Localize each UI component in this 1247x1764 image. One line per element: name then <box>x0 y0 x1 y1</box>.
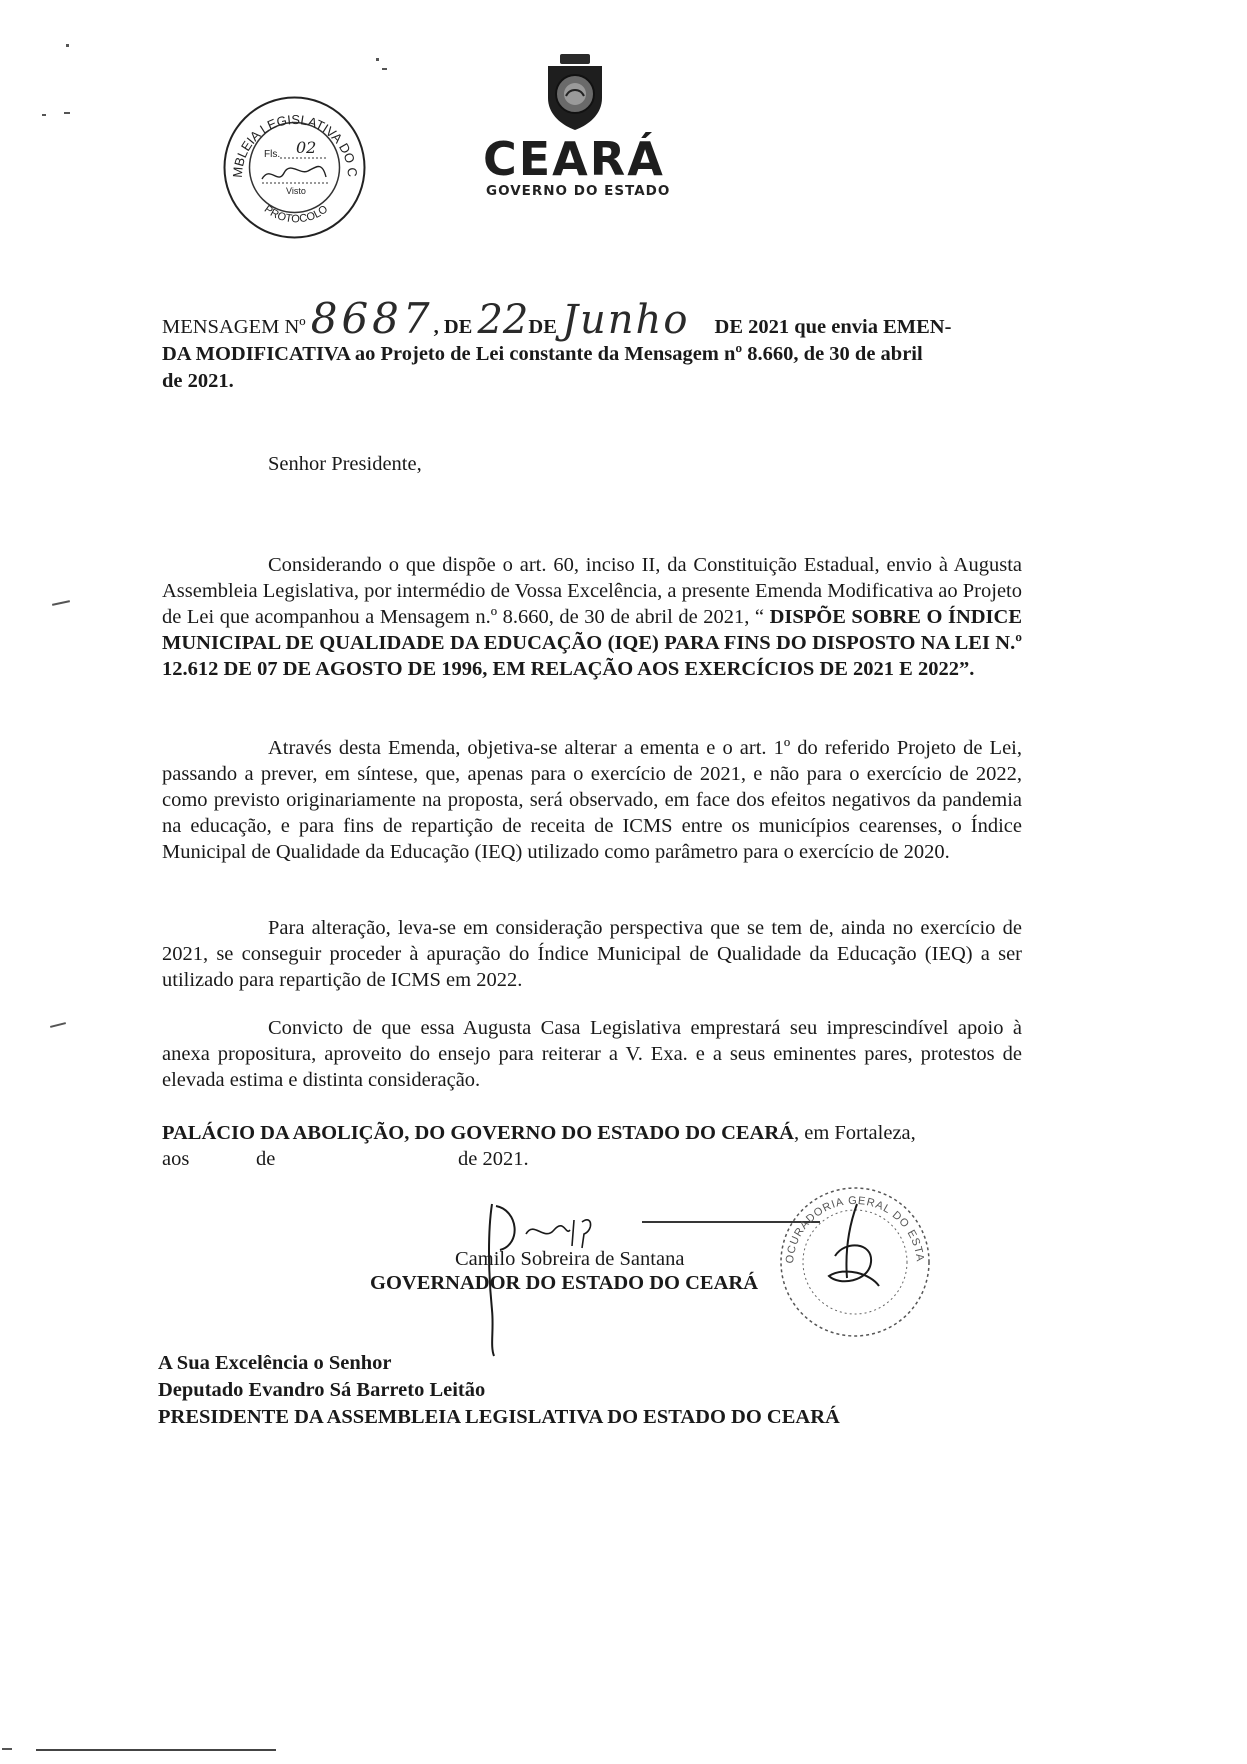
procuradoria-seal <box>775 1182 935 1342</box>
heading-de1: , DE <box>433 316 473 338</box>
heading-day-handwritten: 22 <box>477 297 529 343</box>
stamp-ring-text: MBLEIA LEGISLATIVA DO C <box>229 111 361 179</box>
paragraph-1 <box>162 552 1022 682</box>
paragraph-2: Através desta Emenda, objetiva-se alterar a ementa e o art. 1º do referido Projeto de Lei, passando a prever, em síntese, que, apenas para o exercício de 2021, e não para o exercício de 2022, como previsto originariamente na proposta, será observado, em face dos efeitos negativos da pandemia na educação, e para fins de repartição de receita de ICMS entre os municípios cearenses, o Índice Municipal de Qualidade da Educação (IEQ) utilizado como parâmetro para o exercício de 2020. <box>162 737 1022 863</box>
closing-date-year: de 2021. <box>458 1148 529 1170</box>
procuradoria-seal-graphic <box>775 1182 935 1342</box>
heading-prefix: MENSAGEM Nº <box>162 316 306 338</box>
scan-speck <box>376 58 379 61</box>
coat-of-arms <box>540 52 610 132</box>
stamp-bottom-text: PROTOCOLO <box>261 203 331 226</box>
coat-of-arms-icon <box>540 52 610 132</box>
heading-rest-line1: DE 2021 que envia EMEN- <box>714 316 952 338</box>
stamp-fls-label: Fls. <box>264 149 281 160</box>
recipient-line3: PRESIDENTE DA ASSEMBLEIA LEGISLATIVA DO ESTADO DO CEARÁ <box>158 1406 840 1428</box>
salutation: Senhor Presidente, <box>268 453 422 475</box>
closing-date-aos: aos <box>162 1148 190 1170</box>
scan-bottom-line <box>36 1749 276 1751</box>
stamp-initials-signature <box>262 167 326 180</box>
closing-place-bold: PALÁCIO DA ABOLIÇÃO, DO GOVERNO DO ESTADO DO CEARÁ <box>162 1122 794 1144</box>
heading-month-handwritten: Junho <box>562 297 690 343</box>
recipient-block <box>158 1350 840 1431</box>
paragraph-4: Convicto de que essa Augusta Casa Legislativa emprestará seu imprescindível apoio à anexa propositura, aproveito do ensejo para reiterar a V. Exa. e a seus eminentes pares, protestos de elevada estima e distinta consideração. <box>162 1017 1022 1091</box>
paragraph-1-bold: DISPÕE SOBRE O ÍNDICE MUNICIPAL DE QUALIDADE DA EDUCAÇÃO (IQE) PARA FINS DO DISPOSTO NA LEI N.º 12.612 DE 07 DE AGOSTO DE 1996, EM RELAÇÃO AOS EXERCÍCIOS DE 2021 E 2022”. <box>162 606 1023 680</box>
closing-date-de: de <box>256 1148 276 1170</box>
scan-speck <box>64 112 70 114</box>
scan-speck <box>52 600 70 606</box>
scan-speck <box>66 44 69 47</box>
paragraph-3: Para alteração, leva-se em consideração perspectiva que se tem de, ainda no exercício de 2021, se conseguir proceder à apuração do Índice Municipal de Qualidade da Educação (IEQ) a ser utilizado para repartição de ICMS em 2022. <box>162 917 1022 991</box>
recipient-line1: A Sua Excelência o Senhor <box>158 1352 392 1374</box>
message-heading <box>162 294 1022 395</box>
stamp-fls-value: 02 <box>296 138 317 157</box>
heading-number-handwritten: 8687 <box>310 294 434 343</box>
seal-ring-text: OCURADORIA GERAL DO ESTA <box>783 1194 926 1265</box>
stamp-visto-label: Visto <box>286 186 306 196</box>
letterhead-subtitle: GOVERNO DO ESTADO <box>486 183 671 199</box>
scan-speck <box>42 114 46 116</box>
heading-line3: de 2021. <box>162 370 234 392</box>
heading-line2: DA MODIFICATIVA ao Projeto de Lei constante da Mensagem nº 8.660, de 30 de abril <box>162 343 923 365</box>
recipient-line2: Deputado Evandro Sá Barreto Leitão <box>158 1379 486 1401</box>
scan-speck <box>2 1748 12 1750</box>
protocol-stamp <box>222 95 367 240</box>
closing-place <box>162 1120 1022 1146</box>
scan-speck <box>382 68 387 70</box>
protocol-stamp-graphic <box>222 95 367 240</box>
scan-speck <box>50 1022 66 1028</box>
signature-name: Camilo Sobreira de Santana <box>455 1248 685 1270</box>
signature-title: GOVERNADOR DO ESTADO DO CEARÁ <box>370 1272 759 1294</box>
paragraph-1-text: Considerando o que dispõe o art. 60, inciso II, da Constituição Estadual, envio à Augusta Assembleia Legislativa, por intermédio de Vossa Excelência, a presente Emenda Modificativa ao Projeto de Lei que acompanhou a Mensagem n.º 8.660, de 30 de abril de 2021, “ <box>162 554 1022 628</box>
heading-de2: DE <box>528 316 557 338</box>
letterhead-state: CEARÁ <box>483 132 665 186</box>
closing-place-rest: , em Fortaleza, <box>793 1122 916 1144</box>
